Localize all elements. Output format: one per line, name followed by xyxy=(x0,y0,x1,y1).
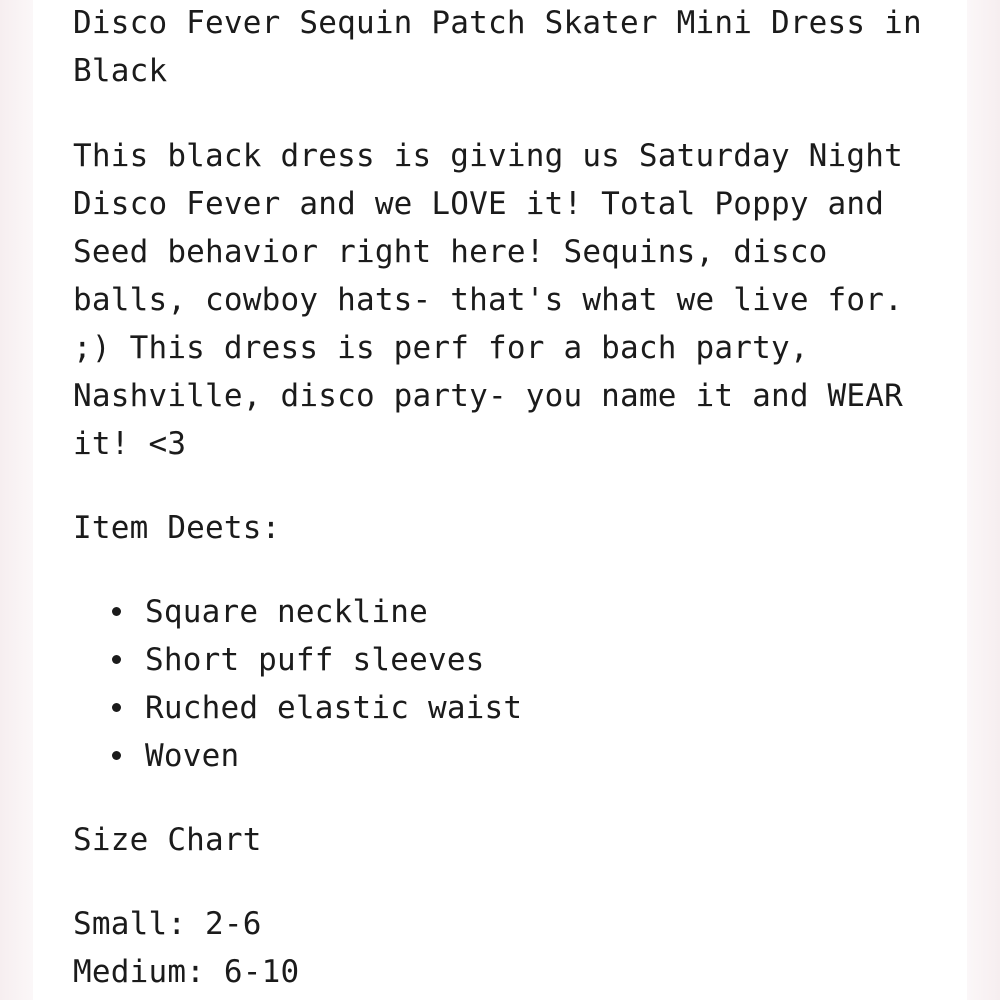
bullet-icon xyxy=(112,703,121,712)
bullet-icon xyxy=(112,607,121,616)
product-title: Disco Fever Sequin Patch Skater Mini Dress in Black xyxy=(73,5,922,89)
product-description: This black dress is giving us Saturday Night Disco Fever and we LOVE it! Total Poppy and Seed behavior right here! Sequins, disco balls, cowboy hats- that's what we live for. ;) This dress is perf for a bach party, Nashville, disco party- you name it and WEAR it! <3 xyxy=(73,138,903,462)
list-item xyxy=(145,732,953,780)
list-item-label: Short puff sleeves xyxy=(145,642,485,678)
list-item xyxy=(145,588,953,636)
product-description-content xyxy=(73,0,953,996)
list-item xyxy=(145,684,953,732)
bullet-icon xyxy=(112,655,121,664)
list-item xyxy=(145,636,953,684)
size-row-medium: Medium: 6-10 xyxy=(73,954,300,990)
item-deets-heading: Item Deets: xyxy=(73,510,281,546)
list-item-label: Woven xyxy=(145,738,240,774)
list-item-label: Ruched elastic waist xyxy=(145,690,523,726)
bullet-icon xyxy=(112,751,121,760)
item-deets-list xyxy=(73,588,953,780)
size-chart-heading: Size Chart xyxy=(73,822,262,858)
size-row-small: Small: 2-6 xyxy=(73,906,262,942)
size-chart-list xyxy=(73,900,953,996)
list-item-label: Square neckline xyxy=(145,594,428,630)
